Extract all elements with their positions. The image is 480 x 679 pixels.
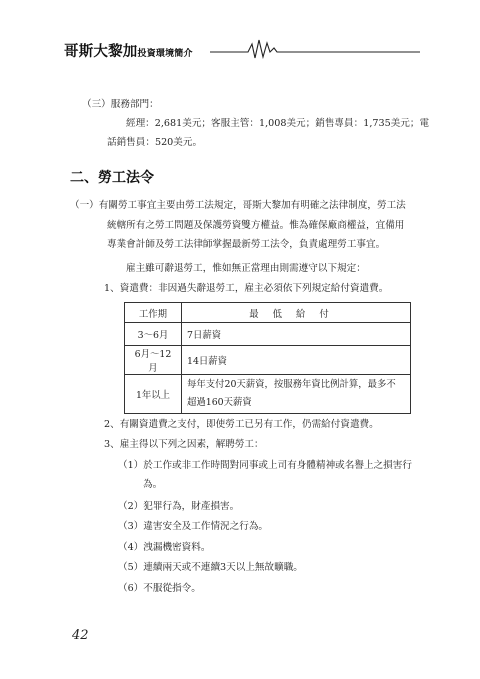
header-wave-ornament (210, 38, 420, 60)
reason-line: （1）於工作或非工作時間對同事或上司有身體精神或名譽上之損害行 (118, 460, 412, 471)
paragraph-line: 統轄所有之勞工問題及保護勞資雙方權益。惟為確保廠商權益，宜備用 (107, 220, 405, 231)
paragraph-line: 專業會計師及勞工法律師掌握最新勞工法令，負責處理勞工事宜。 (107, 239, 386, 250)
table-row (125, 346, 411, 375)
table-row (125, 375, 411, 414)
table-header-period: 工作期 (125, 303, 182, 323)
severance-table (124, 302, 411, 414)
section-text-line: 話銷售員：520美元。 (107, 137, 203, 148)
reason-line: （2）犯罪行為，財產損害。 (118, 501, 240, 512)
table-header-row (125, 303, 411, 323)
table-cell-pay (182, 375, 411, 414)
table-header-pay: 最低給付 (182, 303, 411, 323)
table-cell-period: 3～6月 (125, 323, 182, 346)
table-cell-period: 1年以上 (125, 375, 182, 414)
paragraph-line: 雇主雖可辭退勞工，惟如無正當理由則需遵守以下規定： (126, 263, 366, 274)
table-cell-period: 6月～12月 (125, 346, 182, 375)
reason-line: （6）不服從指令。 (118, 583, 201, 594)
header-title-sub: 投資環境簡介 (137, 49, 193, 59)
reason-line: （5）連續兩天或不連續3天以上無故曠職。 (118, 562, 303, 573)
reason-line: （3）違害安全及工作情況之行為。 (118, 521, 269, 532)
table-cell-pay-line: 每年支付20天薪資，按服務年資比例計算，最多不 (187, 379, 396, 390)
section-heading: （三）服務部門： (82, 99, 159, 110)
table-row (125, 323, 411, 346)
header-title-main: 哥斯大黎加 (64, 44, 138, 60)
table-cell-pay: 7日薪資 (182, 323, 411, 346)
reason-line: （4）洩漏機密資料。 (118, 542, 211, 553)
list-item-severance: 1、資遣費：非因過失辭退勞工，雇主必須依下列規定給付資遣費。 (104, 283, 389, 294)
chapter-title: 二、勞工法令 (70, 170, 154, 186)
list-item-payment: 2、有關資遣費之支付，即使勞工已另有工作，仍需給付資遣費。 (104, 419, 379, 430)
section-text-line: 經理：2,681美元；客服主管：1,008美元；銷售專員：1,735美元；電 (126, 118, 430, 129)
list-item-dismissal: 3、雇主得以下列之因素，解聘勞工： (104, 439, 264, 450)
paragraph-line: （一）有關勞工事宜主要由勞工法規定，哥斯大黎加有明確之法律制度，勞工法 (70, 200, 406, 211)
table-cell-pay-line: 超過160天薪資 (187, 397, 252, 408)
running-header-title (64, 40, 193, 61)
page-number: 42 (72, 628, 89, 643)
reason-line: 為。 (143, 479, 163, 490)
table-cell-pay: 14日薪資 (182, 346, 411, 375)
